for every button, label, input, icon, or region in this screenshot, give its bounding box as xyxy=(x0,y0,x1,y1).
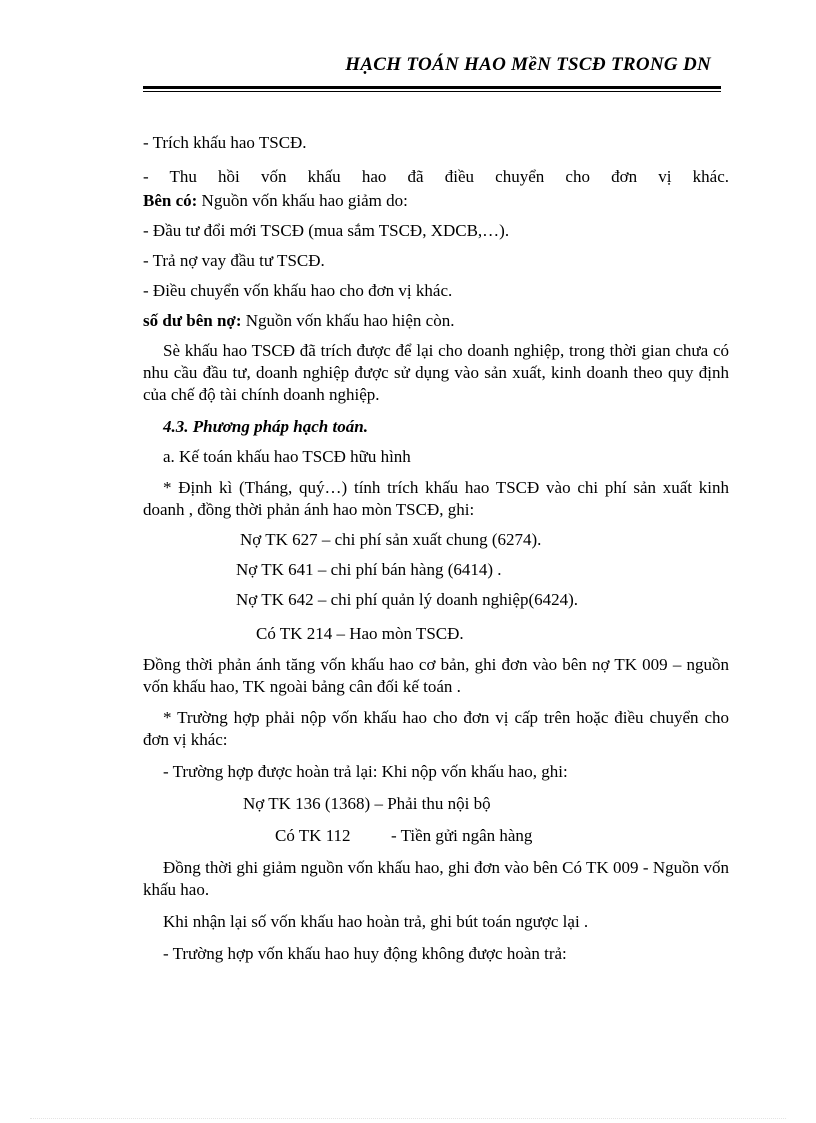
header-rule-thick xyxy=(143,86,721,89)
entry-credit-112 xyxy=(143,825,729,847)
line-3 xyxy=(143,190,729,212)
credit-112-account: Có TK 112 xyxy=(275,826,351,845)
entry-debit-136: Nợ TK 136 (1368) – Phải thu nội bộ xyxy=(243,794,491,813)
paragraph-increase: Đồng thời phản ánh tăng vốn khấu hao cơ bản, ghi đơn vào bên nợ TK 009 – nguồn vốn khấu hao, TK ngoài bảng cân đối kế toán . xyxy=(143,655,729,696)
footer-divider xyxy=(30,1118,786,1119)
entry-credit-214: Có TK 214 – Hao mòn TSCĐ. xyxy=(256,624,464,643)
line-4: - Đầu tư đổi mới TSCĐ (mua sắm TSCĐ, XDCB,…). xyxy=(143,221,510,240)
paragraph-periodic: * Định kì (Tháng, quý…) tính trích khấu hao TSCĐ vào chi phí sản xuất kinh doanh , đồng thời phản ánh hao mòn TSCĐ, ghi: xyxy=(143,478,729,519)
line-7 xyxy=(143,310,729,332)
line-6: - Điều chuyển vốn khấu hao cho đơn vị khác. xyxy=(143,281,453,300)
paragraph-depreciation-retained: Sè khấu hao TSCĐ đã trích được để lại cho doanh nghiệp, trong thời gian chưa có nhu cầu đầu tư, doanh nghiệp được sử dụng vào sản xuất, kinh doanh theo quy định của chế độ tài chính doanh nghiệp. xyxy=(143,341,729,404)
page-header xyxy=(143,52,721,92)
entry-debit-627: Nợ TK 627 – chi phí sản xuất chung (6274). xyxy=(240,530,542,549)
credit-label: Bên có: xyxy=(143,191,198,210)
section-heading: 4.3. Phương pháp hạch toán. xyxy=(163,417,368,436)
paragraph-reverse: Khi nhận lại số vốn khấu hao hoàn trả, ghi bút toán ngược lại . xyxy=(163,912,589,931)
case-no-refund: - Trường hợp vốn khấu hao huy động không được hoàn trả: xyxy=(163,944,567,963)
balance-text: Nguồn vốn khấu hao hiện còn. xyxy=(241,311,455,330)
paragraph-decrease: Đồng thời ghi giảm nguồn vốn khấu hao, ghi đơn vào bên Có TK 009 - Nguồn vốn khấu hao. xyxy=(143,858,729,899)
entry-debit-641: Nợ TK 641 – chi phí bán hàng (6414) . xyxy=(236,560,502,579)
line-1: - Trích khấu hao TSCĐ. xyxy=(143,133,307,152)
line-2: - Thu hồi vốn khấu hao đã điều chuyển cho đơn vị khác. xyxy=(143,167,729,186)
document-body xyxy=(143,128,729,965)
case-refund: - Trường hợp được hoàn trả lại: Khi nộp vốn khấu hao, ghi: xyxy=(163,762,568,781)
credit-112-desc: - Tiền gửi ngân hàng xyxy=(391,826,533,845)
header-rule-thin xyxy=(143,91,721,92)
line-5: - Trả nợ vay đầu tư TSCĐ. xyxy=(143,251,325,270)
entry-debit-642: Nợ TK 642 – chi phí quản lý doanh nghiệp(6424). xyxy=(236,590,579,609)
paragraph-transfer: * Trường hợp phải nộp vốn khấu hao cho đơn vị cấp trên hoặc điều chuyển cho đơn vị khác: xyxy=(143,708,729,749)
credit-text: Nguồn vốn khấu hao giảm do: xyxy=(197,191,408,210)
subsection-a: a. Kế toán khấu hao TSCĐ hữu hình xyxy=(163,447,411,466)
balance-label: số dư bên nợ: xyxy=(143,311,242,330)
header-title: HẠCH TOÁN HAO MềN TSCĐ TRONG DN xyxy=(345,54,711,75)
